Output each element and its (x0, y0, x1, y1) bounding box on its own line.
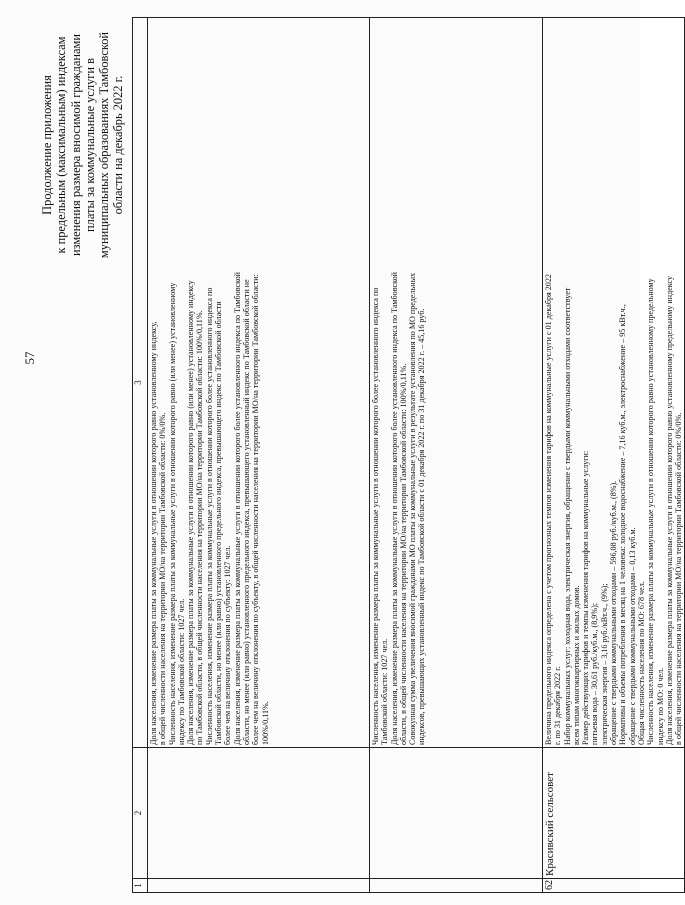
table-header-row (133, 18, 148, 893)
page-number: 57 (22, 351, 37, 365)
text-line: области, в общей численности населения на территории МО/на территории Тамбовской области: 100%/0,11%. (398, 363, 408, 745)
text-line: Численность населения, изменение размера платы за коммунальные услуги в отношении которого равно (или менее) установленному (167, 282, 177, 745)
text-line: Тамбовской области: 1027 чел. (380, 638, 390, 745)
text-line: обращение с твердыми коммунальными отходами – 0,13 куб.м. (627, 527, 637, 745)
text-line: области, но менее (или равно) установленного предельного индекса, превышающего установленный индекс по Тамбовской области не (241, 279, 251, 745)
text-line: по Тамбовской области, в общей численности населения на территории МО/на территории Тамбовской области: 100%/0,11%. (195, 310, 205, 745)
row-number-cell (370, 879, 543, 893)
text-line: Доля населения, изменение размера платы за коммунальные услуги в отношении которого равно (или менее) установленному индексу (186, 280, 196, 745)
text-line: электрическая энергия – 3,16 руб./кВт.ч., (9%); (599, 583, 609, 745)
description-cell (543, 18, 685, 748)
appendix-title-line: области на декабрь 2022 г. (111, 75, 126, 215)
text-line: Тамбовской области, но менее (или равно) установленного предельного индекса, превышающего индекс по Тамбовской области (214, 301, 224, 745)
text-line: индексов, превышающих установленный индекс по Тамбовской области с 01 декабря 2022 г. по 31 декабря 2022 г. – 45,16 руб. (417, 308, 427, 745)
text-line: питьевая вода – 30,61 руб./куб.м., (8,9%); (590, 602, 600, 745)
header-cell-1: 1 (133, 879, 148, 893)
text-line: Доля населения, изменение размера платы за коммунальные услуги в отношении которого равно установленному индексу, (149, 321, 158, 745)
text-line: Доля населения, изменение размера платы за коммунальные услуги в отношении которого равно установленному предельному индексу (664, 275, 674, 745)
text-line: более чем на величину отклонения по субъекту, в общей численности населения на территории МО/на территории Тамбовской области: (251, 274, 261, 745)
text-line: индексу по Тамбовской области: 1027 чел. (176, 598, 186, 745)
text-line: Численность населения, изменение размера платы за коммунальные услуги в отношении которого более установленного индекса по (204, 287, 214, 745)
text-line: Набор коммунальных услуг: холодная вода, электрическая энергия, обращение с твердыми коммунальными отходами соответствует (562, 287, 572, 745)
appendix-title-line: изменения размера вносимой гражданами (68, 33, 83, 257)
text-line: Доля населения, изменение размера платы за коммунальные услуги в отношении которого более установленного индекса по Тамбовской (389, 272, 399, 745)
appendix-title-line: к предельным (максимальным) индексам (54, 36, 69, 254)
text-line: в общей численности населения на территории МО/на территории Тамбовской области: 0%/0%. (158, 412, 168, 745)
text-line: Численность населения, изменение размера платы за коммунальные услуги в отношении которого равно установленному предельному (646, 278, 656, 745)
row-number-cell: 62 (543, 879, 685, 893)
description-cell (148, 18, 370, 748)
text-line: всем типам многоквартирных и жилых домов. (571, 585, 581, 745)
municipality-cell (370, 748, 543, 879)
table-row (148, 18, 370, 893)
table-row (543, 18, 685, 893)
municipality-cell: Красивский сельсовет (543, 748, 685, 879)
text-line: обращение с твердыми коммунальными отходами – 596,08 руб./куб.м., (8%). (609, 480, 619, 745)
appendix-title (40, 10, 126, 280)
text-line: 100%/0,11%. (260, 701, 270, 745)
index-table (132, 17, 685, 893)
header-cell-2: 2 (133, 748, 148, 879)
text-line: Размер действующих тарифов и темпы изменения тарифов на коммунальные услуги: (581, 450, 591, 745)
text-line: Нормативы и объемы потребления в месяц на 1 человека: холодное водоснабжение – 7,16 куб.м., электроснабжение – 95 кВт.ч., (618, 304, 628, 745)
appendix-title-line: Продолжение приложения (40, 75, 54, 215)
appendix-title-line: муниципальных образованиях Тамбовской (97, 31, 112, 259)
appendix-title-line: платы за коммунальные услуги в (82, 58, 97, 232)
municipality-cell (148, 748, 370, 879)
table-row (370, 18, 543, 893)
text-line: в общей численности населения на территории МО/на территории Тамбовской области: 0%/0%. (674, 412, 684, 745)
text-line: Совокупная сумма увеличения вносимой гражданами МО платы за коммунальные услуги в результате установления по МО предельных (408, 272, 418, 745)
text-line: Доля населения, изменение размера платы за коммунальные услуги в отношении которого более установленного индекса по Тамбовской (232, 272, 242, 745)
text-line: Численность населения, изменение размера платы за коммунальные услуги в отношении которого более установленного индекса по (371, 287, 380, 745)
header-cell-3: 3 (133, 18, 148, 748)
text-line: индексу по МО: 0 чел. (655, 667, 665, 745)
row-number-cell (148, 879, 370, 893)
description-cell (370, 18, 543, 748)
text-line: Величина предельного индекса определена с учетом прогнозных темпов изменения тарифов на коммунальные услуги с 01 декабря 2022 (544, 274, 553, 745)
text-line: более чем на величину отклонения по субъекту: 1027 чел. (223, 545, 233, 745)
text-line: г. по 31 декабря 2022 г. (553, 666, 563, 745)
text-line: Общая численность населения по МО: 678 чел. (636, 581, 646, 745)
